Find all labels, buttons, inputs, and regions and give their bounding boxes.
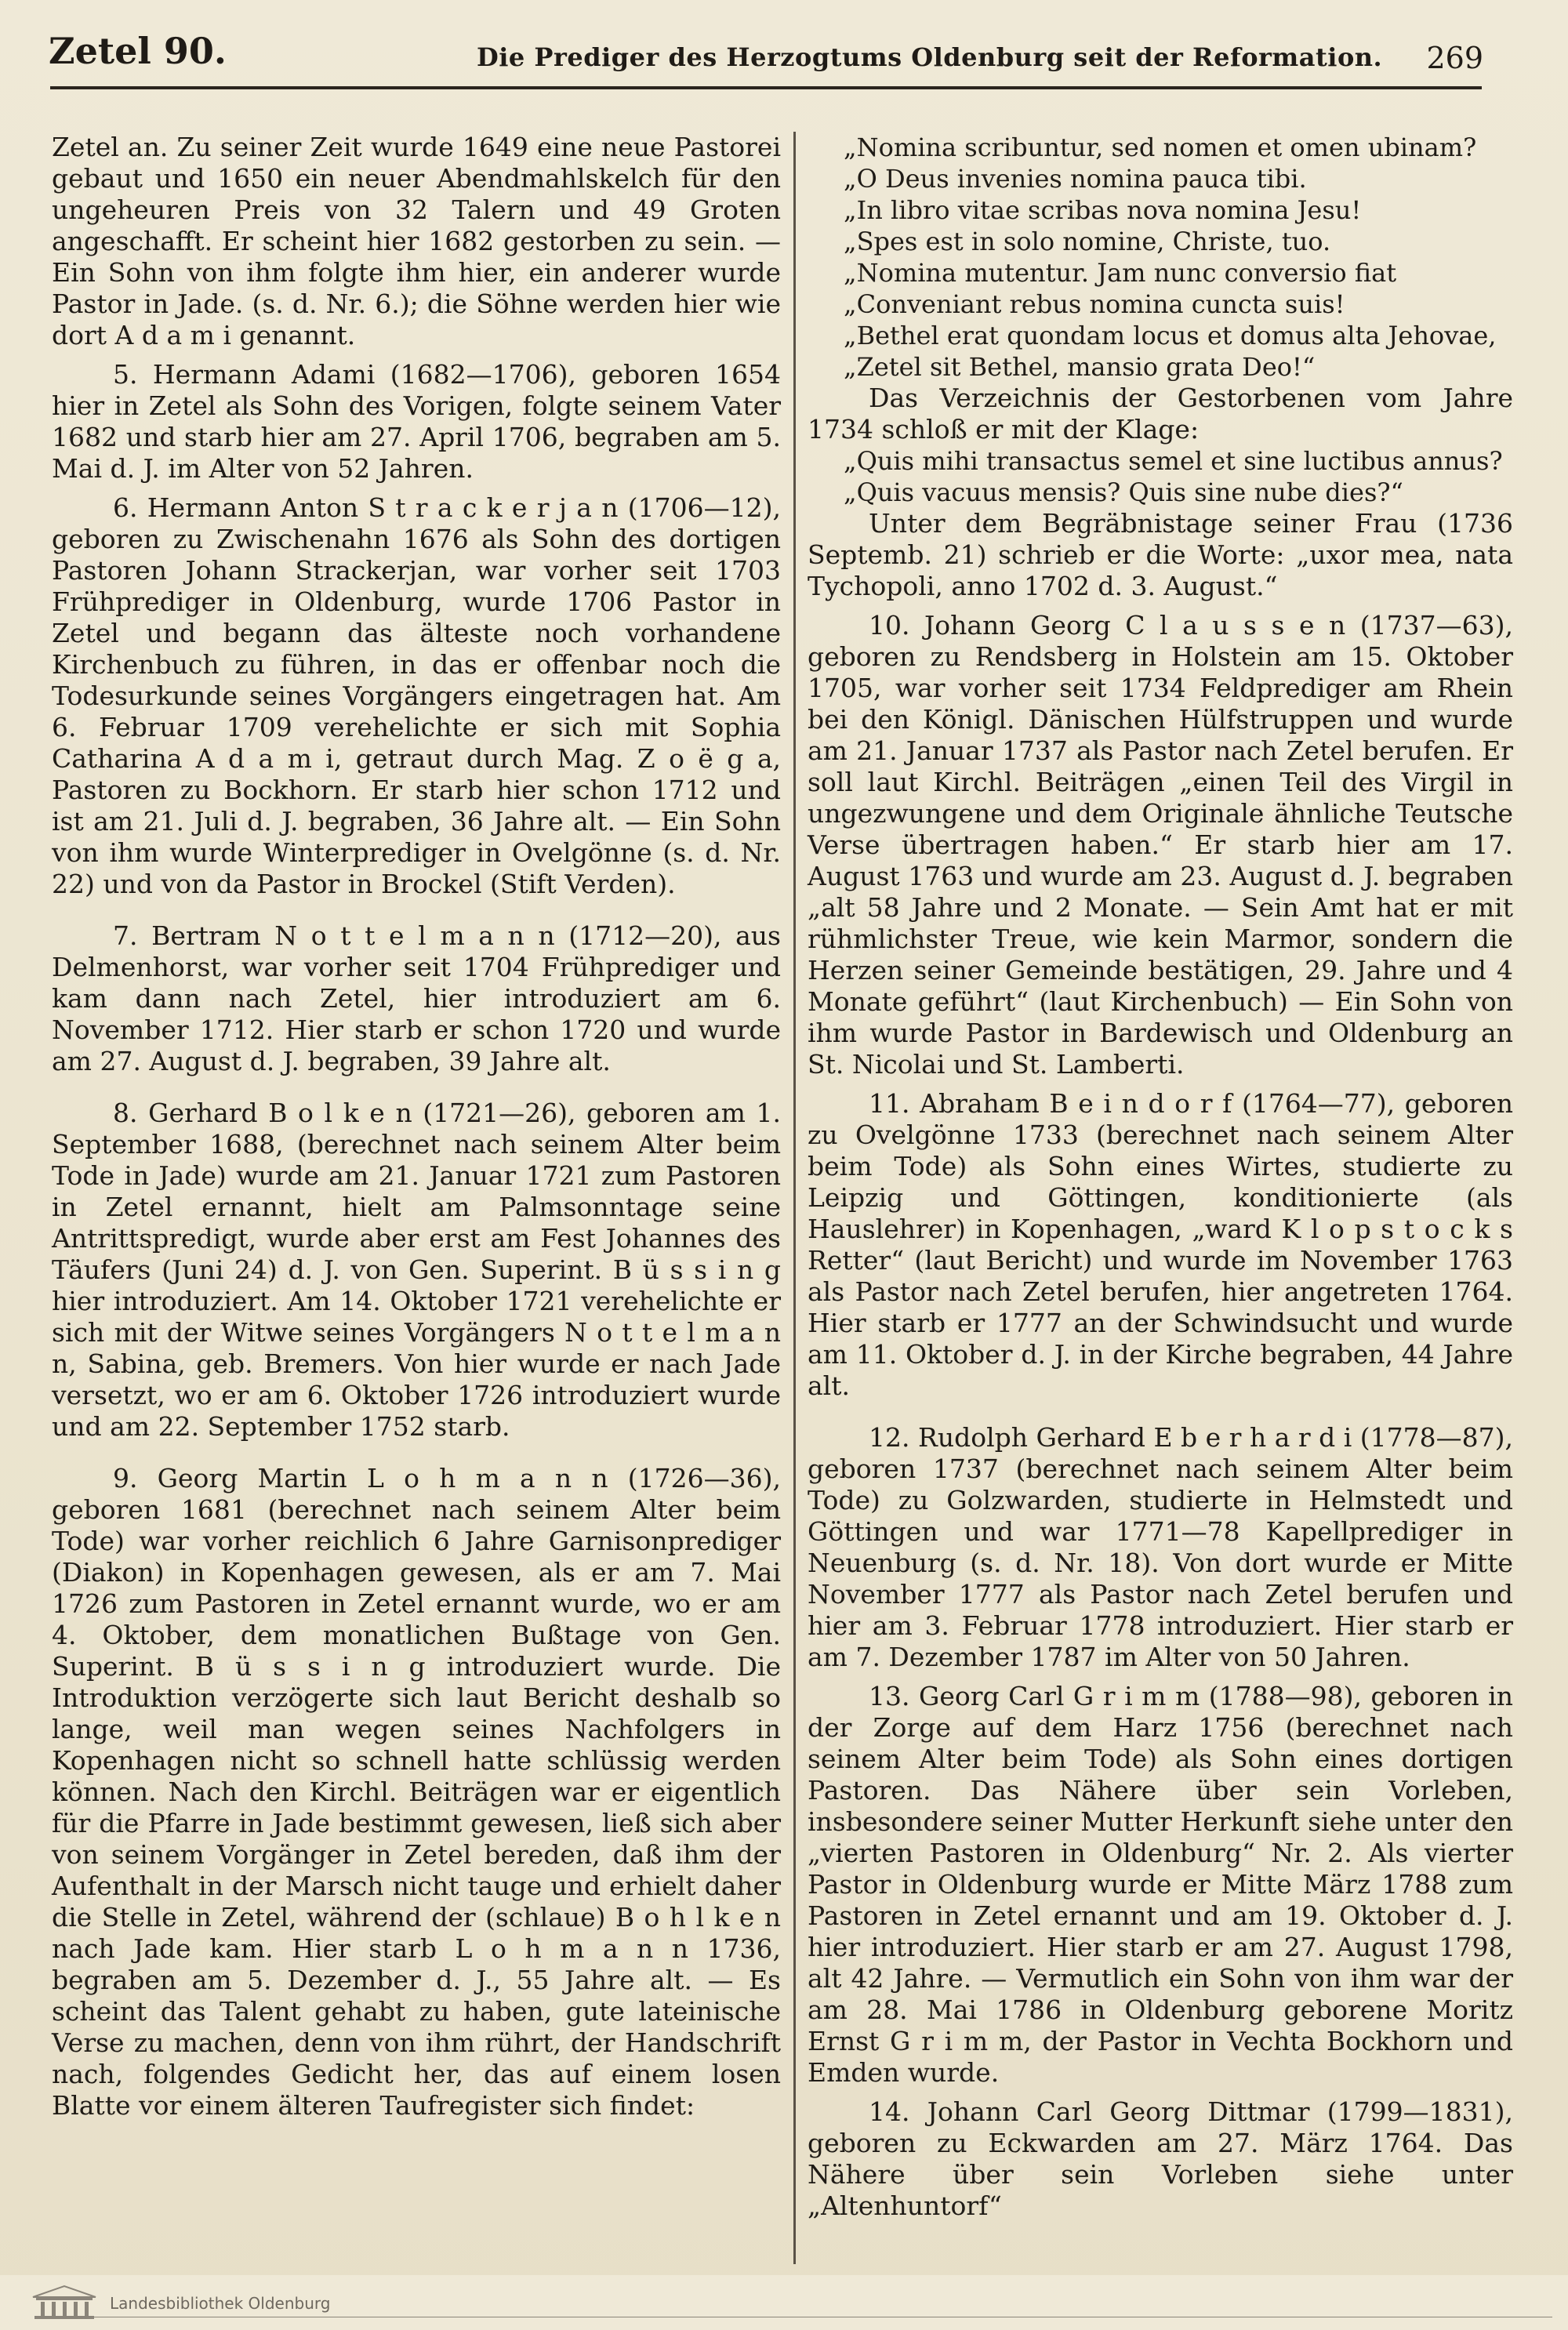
poem-line: „Spes est in solo nomine, Christe, tuo. [844,227,1331,256]
poem-line: „Nomina mutentur. Jam nunc conversio fiat [844,258,1397,288]
poem-line: „Nomina scribuntur, sed nomen et omen ubinam? [844,132,1477,162]
entry-paragraph: 14. Johann Carl Georg Dittmar (1799—1831), geboren zu Eckwarden am 27. März 1764. Das Nähere über sein Vorleben siehe unter „Altenhuntorf“ [808,2096,1513,2221]
entry-paragraph: 11. Abraham B e i n d o r f (1764—77), geboren zu Ovelgönne 1733 (berechnet nach seinem Alter beim Tode) als Sohn eines Wirtes, studierte zu Leipzig und Göttingen, konditionierte (als Hauslehrer) in Kopenhagen, „ward K l o p s t o c k s Retter“ (laut Bericht) und wurde im November 1763 als Pastor nach Zetel berufen, hier angetreten 1764. Hier starb er 1777 an der Schwindsucht und wurde am 11. Oktober d. J. in der Kirche begraben, 44 Jahre alt. [808,1088,1513,1401]
poem-line: „Quis mihi transactus semel et sine luctibus annus? [844,446,1503,476]
header-rule [50,86,1482,89]
entry-paragraph: 13. Georg Carl G r i m m (1788—98), geboren in der Zorge auf dem Harz 1756 (berechnet nach seinem Alter beim Tode) als Sohn eines dortigen Pastoren. Das Nähere über sein Vorleben, insbesondere seiner Mutter Herkunft siehe unter den „vierten Pastoren in Oldenburg“ Nr. 2. Als vierter Pastor in Oldenburg wurde er Mitte März 1788 zum Pastoren in Zetel ernannt und am 19. Oktober d. J. hier introduziert. Hier starb er am 27. August 1798, alt 42 Jahre. — Vermutlich ein Sohn von ihm war der am 28. Mai 1786 in Oldenburg geborene Moritz Ernst G r i m m, der Pastor in Vechta Bockhorn und Emden wurde. [808,1681,1513,2088]
entry-paragraph: 12. Rudolph Gerhard E b e r h a r d i (1778—87), geboren 1737 (berechnet nach seinem Alter beim Tode) zu Golzwarden, studierte in Helmstedt und Göttingen und war 1771—78 Kapellprediger in Neuenburg (s. d. Nr. 18). Von dort wurde er Mitte November 1777 als Pastor nach Zetel berufen und hier am 3. Februar 1778 introduziert. Hier starb er am 7. Dezember 1787 im Alter von 50 Jahren. [808,1422,1513,1672]
entry-paragraph: 8. Gerhard B o l k e n (1721—26), geboren am 1. September 1688, (berechnet nach seinem Alter beim Tode in Jade) wurde am 21. Januar 1721 zum Pastoren in Zetel ernannt, hielt am Palmsonntage seine Antrittspredigt, wurde aber erst am Fest Johannes des Täufers (Juni 24) d. J. von Gen. Superint. B ü s s i n g hier introduziert. Am 14. Oktober 1721 verehelichte er sich mit der Witwe seines Vorgängers N o t t e l m a n n, Sabina, geb. Bremers. Von hier wurde er nach Jade versetzt, wo er am 6. Oktober 1726 introduziert wurde und am 22. September 1752 starb. [52,1098,781,1442]
poem-line: „Zetel sit Bethel, mansio grata Deo!“ [844,352,1316,382]
running-header [49,30,1483,80]
page-number: 269 [1426,41,1483,75]
header-title: Die Prediger des Herzogtums Oldenburg seit der Reformation. [477,42,1383,72]
paragraph: Unter dem Begräbnistage seiner Frau (1736 Septemb. 21) schrieb er die Worte: „uxor mea, nata Tychopoli, anno 1702 d. 3. August.“ [808,508,1513,601]
poem-line: „Quis vacuus mensis? Quis sine nube dies?“ [844,477,1403,507]
latin-lament [808,445,1513,508]
poem-line: „In libro vitae scribas nova nomina Jesu! [844,195,1362,225]
column-divider [793,132,796,2264]
library-name: Landesbibliothek Oldenburg [110,2294,331,2313]
entry-paragraph: 10. Johann Georg C l a u s s e n (1737—63), geboren zu Rendsberg in Holstein am 15. Oktober 1705, war vorher seit 1734 Feldprediger am Rhein bei den Königl. Dänischen Hülfstruppen und wurde am 21. Januar 1737 als Pastor nach Zetel berufen. Er soll laut Kirchl. Beiträgen „einen Teil des Virgil in ungezwungene und dem Originale ähnliche Teutsche Verse übertragen haben.“ Er starb hier am 17. August 1763 und wurde am 23. August d. J. begraben „alt 58 Jahre und 2 Monate. — Sein Amt hat er mit rühmlichster Treue, wie kein Marmor, sondern die Herzen seiner Gemeinde bestätigen, 29. Jahre und 4 Monate geführt“ (laut Kirchenbuch) — Ein Sohn von ihm wurde Pastor in Bardewisch und Oldenburg an St. Nicolai und St. Lamberti. [808,610,1513,1080]
entry-paragraph: 6. Hermann Anton S t r a c k e r j a n (1706—12), geboren zu Zwischenahn 1676 als Sohn des dortigen Pastoren Johann Strackerjan, war vorher seit 1703 Frühprediger in Oldenburg, wurde 1706 Pastor in Zetel und begann das älteste noch vorhandene Kirchenbuch zu führen, in das er offenbar noch die Todesurkunde seines Vorgängers eingetragen hat. Am 6. Februar 1709 verehelichte er sich mit Sophia Catharina A d a m i, getraut durch Mag. Z o ë g a, Pastoren zu Bockhorn. Er starb hier schon 1712 und ist am 21. Juli d. J. begraben, 36 Jahre alt. — Ein Sohn von ihm wurde Winterprediger in Ovelgönne (s. d. Nr. 22) und von da Pastor in Brockel (Stift Verden). [52,492,781,899]
entry-paragraph: 7. Bertram N o t t e l m a n n (1712—20), aus Delmenhorst, war vorher seit 1704 Frühprediger und kam dann nach Zetel, hier introduziert am 6. November 1712. Hier starb er schon 1720 und wurde am 27. August d. J. begraben, 39 Jahre alt. [52,920,781,1076]
paragraph: Das Verzeichnis der Gestorbenen vom Jahre 1734 schloß er mit der Klage: [808,383,1513,445]
paragraph: Zetel an. Zu seiner Zeit wurde 1649 eine neue Pastorei gebaut und 1650 ein neuer Abendmahlskelch für den ungeheuren Preis von 32 Talern und 49 Groten angeschafft. Er scheint hier 1682 gestorben zu sein. — Ein Sohn von ihm folgte ihm hier, ein anderer wurde Pastor in Jade. (s. d. Nr. 6.); die Söhne werden hier wie dort A d a m i genannt. [52,132,781,350]
latin-poem [808,132,1513,383]
poem-line: „O Deus invenies nomina pauca tibi. [844,164,1307,194]
poem-line: „Bethel erat quondam locus et domus alta Jehovae, [844,321,1497,350]
library-building-icon [28,2283,100,2321]
left-column [52,132,781,2121]
poem-line: „Conveniant rebus nomina cuncta suis! [844,289,1345,319]
header-section-label: Zetel 90. [49,30,227,72]
entry-paragraph: 5. Hermann Adami (1682—1706), geboren 1654 hier in Zetel als Sohn des Vorigen, folgte seinem Vater 1682 und starb hier am 27. April 1706, begraben am 5. Mai d. J. im Alter von 52 Jahren. [52,359,781,484]
entry-paragraph: 9. Georg Martin L o h m a n n (1726—36), geboren 1681 (berechnet nach seinem Alter beim Tode) war vorher reichlich 6 Jahre Garnisonprediger (Diakon) in Kopenhagen gewesen, als er am 7. Mai 1726 zum Pastoren in Zetel ernannt wurde, wo er am 4. Oktober, dem monatlichen Bußtage von Gen. Superint. B ü s s i n g introduziert wurde. Die Introduktion verzögerte sich laut Bericht deshalb so lange, weil man wegen seines Nachfolgers in Kopenhagen nicht so schnell hatte schlüssig werden können. Nach den Kirchl. Beiträgen war er eigentlich für die Pfarre in Jade bestimmt gewesen, ließ sich aber von seinem Vorgänger in Zetel bereden, daß ihm der Aufenthalt in der Marsch nicht tauge und erhielt daher die Stelle in Zetel, während der (schlaue) B o h l k e n nach Jade kam. Hier starb L o h m a n n 1736, begraben am 5. Dezember d. J., 55 Jahre alt. — Es scheint das Talent gehabt zu haben, gute lateinische Verse zu machen, denn von ihm rührt, der Handschrift nach, folgendes Gedicht her, das auf einem losen Blatte vor einem älteren Taufregister sich findet: [52,1463,781,2121]
right-column [808,132,1513,2222]
